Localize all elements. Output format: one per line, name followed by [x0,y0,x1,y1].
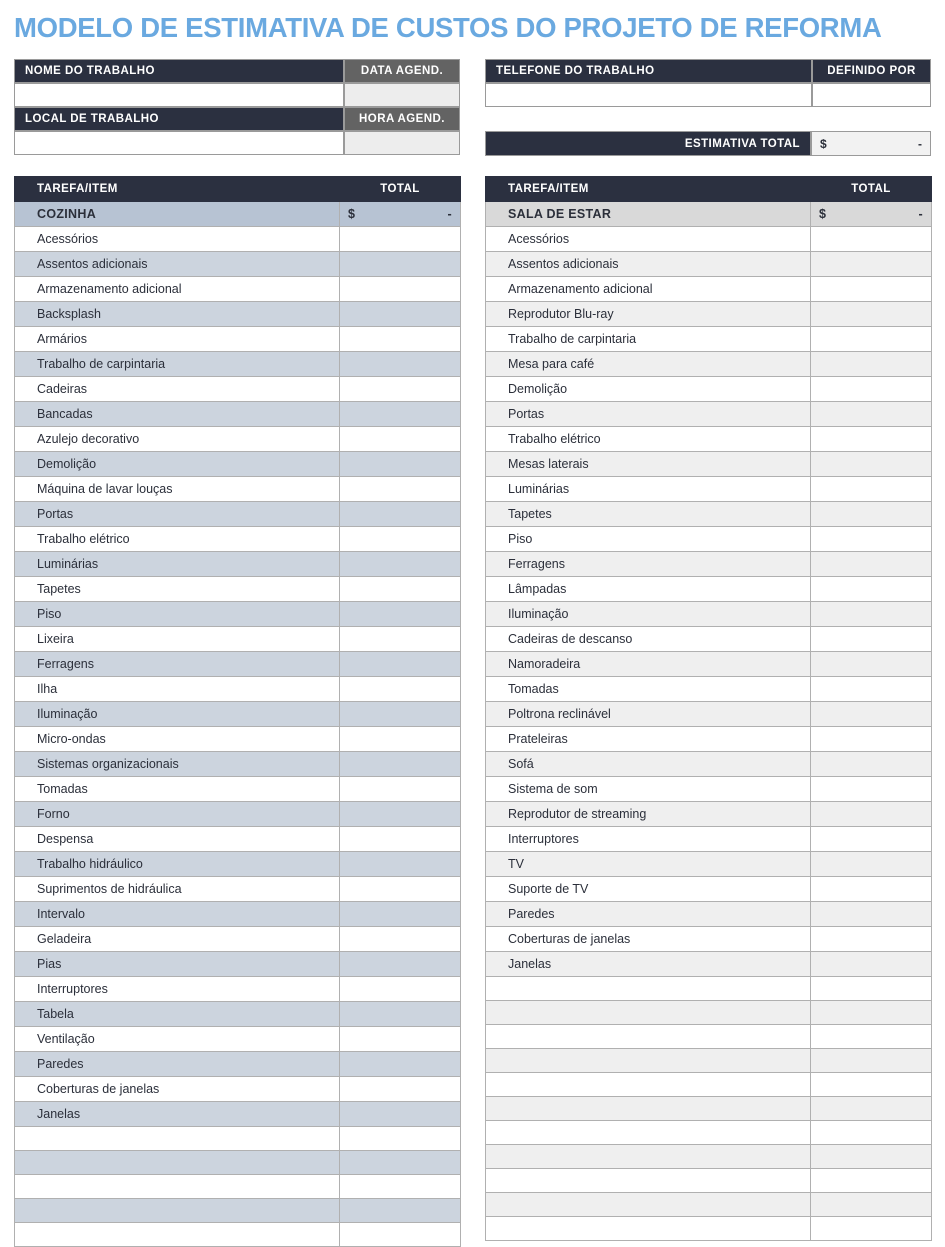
item-total-cell[interactable] [340,427,461,452]
item-label-cell[interactable]: Sistema de som [486,777,811,802]
item-label-cell[interactable]: Ferragens [15,652,340,677]
item-total-cell[interactable] [340,277,461,302]
table-row [486,1193,932,1217]
item-label-cell[interactable]: Intervalo [15,902,340,927]
item-total-cell[interactable] [811,1217,932,1241]
item-label-cell[interactable]: Reprodutor de streaming [486,802,811,827]
item-total-cell[interactable] [340,402,461,427]
section-total-amount: - [447,207,452,221]
item-total-cell[interactable] [811,327,932,352]
item-total-cell[interactable] [340,577,461,602]
item-total-cell[interactable] [340,302,461,327]
item-total-cell[interactable] [340,377,461,402]
scheduled-date-input[interactable] [344,83,460,107]
table-row [15,402,461,427]
job-phone-label: TELEFONE DO TRABALHO [485,59,812,83]
item-total-cell[interactable] [811,977,932,1001]
table-row [15,1223,461,1247]
item-label-cell[interactable]: Trabalho hidráulico [15,852,340,877]
section-row [486,202,932,227]
table-row [15,452,461,477]
table-row [15,1027,461,1052]
item-label-cell[interactable] [486,1121,811,1145]
table-row [486,227,932,252]
item-label-cell[interactable]: Tomadas [486,677,811,702]
item-label-cell[interactable]: Mesas laterais [486,452,811,477]
table-row [15,827,461,852]
item-total-cell[interactable] [811,927,932,952]
table-row [486,352,932,377]
item-total-cell[interactable] [340,1151,461,1175]
item-total-cell[interactable] [340,702,461,727]
section-total-cell[interactable] [811,202,932,227]
table-row [486,1169,932,1193]
item-label-cell[interactable]: Iluminação [486,602,811,627]
estimate-total-row [485,131,931,156]
table-row [15,902,461,927]
item-total-cell[interactable] [340,752,461,777]
item-label-cell[interactable]: Pias [15,952,340,977]
item-label-cell[interactable]: Interruptores [486,827,811,852]
item-total-cell[interactable] [811,952,932,977]
job-info-left-block [14,59,460,155]
item-label-cell[interactable] [486,1049,811,1073]
item-total-cell[interactable] [811,1073,932,1097]
table-row [486,1073,932,1097]
item-label-cell[interactable]: Acessórios [15,227,340,252]
item-label-cell[interactable]: Janelas [15,1102,340,1127]
item-total-cell[interactable] [811,852,932,877]
table-right-head [486,177,932,202]
table-row [15,752,461,777]
item-label-cell[interactable]: Paredes [15,1052,340,1077]
table-row [15,277,461,302]
item-total-cell[interactable] [340,1102,461,1127]
item-total-cell[interactable] [811,802,932,827]
item-label-cell[interactable] [15,1175,340,1199]
item-label-cell[interactable]: Reprodutor Blu-ray [486,302,811,327]
table-row [486,1217,932,1241]
table-row [15,977,461,1002]
item-label-cell[interactable] [15,1199,340,1223]
set-by-label: DEFINIDO POR [812,59,931,83]
item-total-cell[interactable] [811,902,932,927]
item-total-cell[interactable] [340,952,461,977]
section-total-cell[interactable] [340,202,461,227]
job-location-label: LOCAL DE TRABALHO [14,107,344,131]
table-row [486,552,932,577]
table-row [15,952,461,977]
job-location-input[interactable] [14,131,344,155]
item-total-cell[interactable] [811,1169,932,1193]
table-row [15,502,461,527]
item-label-cell[interactable]: Lixeira [15,627,340,652]
table-row [15,1175,461,1199]
scheduled-time-label: HORA AGEND. [344,107,460,131]
table-right-header-row [486,177,932,202]
table-row [15,852,461,877]
table-row [486,527,932,552]
estimate-total-label: ESTIMATIVA TOTAL [485,131,811,156]
table-row [486,777,932,802]
item-label-cell[interactable]: Geladeira [15,927,340,952]
table-row [486,1145,932,1169]
item-total-cell[interactable] [811,602,932,627]
item-label-cell[interactable]: Trabalho elétrico [486,427,811,452]
item-total-cell[interactable] [811,777,932,802]
table-right-col-total: TOTAL [811,177,932,202]
table-row [15,1002,461,1027]
item-total-cell[interactable] [811,452,932,477]
item-total-cell[interactable] [811,752,932,777]
livingroom-items-table [485,176,932,1241]
item-label-cell[interactable]: Sistemas organizacionais [15,752,340,777]
item-label-cell[interactable]: Coberturas de janelas [486,927,811,952]
item-label-cell[interactable]: Cadeiras [15,377,340,402]
item-total-cell[interactable] [340,477,461,502]
estimate-total-value-cell[interactable] [811,131,931,156]
item-total-cell[interactable] [340,502,461,527]
item-total-cell[interactable] [340,552,461,577]
item-label-cell[interactable]: Demolição [15,452,340,477]
item-total-cell[interactable] [340,827,461,852]
table-row [486,477,932,502]
item-total-cell[interactable] [340,652,461,677]
item-label-cell[interactable] [486,1025,811,1049]
item-total-cell[interactable] [811,477,932,502]
item-label-cell[interactable]: Ventilação [15,1027,340,1052]
item-label-cell[interactable] [15,1127,340,1151]
table-row [486,1121,932,1145]
item-label-cell[interactable]: Interruptores [15,977,340,1002]
table-row [486,1025,932,1049]
table-row [486,302,932,327]
item-label-cell[interactable]: Lâmpadas [486,577,811,602]
item-total-cell[interactable] [811,1145,932,1169]
scheduled-time-input[interactable] [344,131,460,155]
item-label-cell[interactable]: Despensa [15,827,340,852]
estimate-total-block [485,131,931,156]
item-label-cell[interactable]: Micro-ondas [15,727,340,752]
table-row [15,1127,461,1151]
table-row [486,327,932,352]
estimate-total-currency: $ [820,136,827,151]
item-total-cell[interactable] [811,577,932,602]
table-left-head [15,177,461,202]
table-row [15,477,461,502]
item-total-cell[interactable] [340,852,461,877]
item-label-cell[interactable]: Suporte de TV [486,877,811,902]
section-label: SALA DE ESTAR [486,202,811,227]
item-total-cell[interactable] [811,727,932,752]
table-row [15,327,461,352]
item-label-cell[interactable] [486,1001,811,1025]
table-row [486,977,932,1001]
table-row [486,652,932,677]
job-info-right-block [485,59,931,107]
table-right-body [486,202,932,1241]
item-label-cell[interactable]: Prateleiras [486,727,811,752]
table-row [486,902,932,927]
table-row [15,427,461,452]
item-total-cell[interactable] [340,1175,461,1199]
table-row [15,802,461,827]
section-total-currency: $ [348,207,356,221]
item-total-cell[interactable] [340,1027,461,1052]
item-label-cell[interactable]: Tomadas [15,777,340,802]
item-label-cell[interactable]: Backsplash [15,302,340,327]
item-label-cell[interactable] [15,1223,340,1247]
item-total-cell[interactable] [811,1121,932,1145]
job-phone-header-row [485,59,931,83]
item-total-cell[interactable] [340,877,461,902]
item-label-cell[interactable]: Tapetes [486,502,811,527]
job-phone-value-row [485,83,931,107]
item-label-cell[interactable]: TV [486,852,811,877]
item-total-cell[interactable] [340,352,461,377]
page-title: MODELO DE ESTIMATIVA DE CUSTOS DO PROJETO DE REFORMA [14,12,882,43]
table-row [15,1052,461,1077]
item-total-cell[interactable] [340,777,461,802]
item-total-cell[interactable] [811,427,932,452]
table-row [486,577,932,602]
item-label-cell[interactable]: Poltrona reclinável [486,702,811,727]
job-name-input[interactable] [14,83,344,107]
job-location-header-row [14,107,460,131]
item-label-cell[interactable]: Suprimentos de hidráulica [15,877,340,902]
table-row [486,502,932,527]
table-left-col-task: TAREFA/ITEM [15,177,340,202]
table-row [15,677,461,702]
table-row [486,877,932,902]
item-total-cell[interactable] [811,1049,932,1073]
item-label-cell[interactable] [486,1169,811,1193]
table-row [486,602,932,627]
item-total-cell[interactable] [811,352,932,377]
table-row [15,302,461,327]
item-total-cell[interactable] [811,252,932,277]
table-row [15,877,461,902]
table-row [15,1199,461,1223]
job-phone-input[interactable] [485,83,812,107]
item-total-cell[interactable] [811,277,932,302]
item-label-cell[interactable]: Luminárias [15,552,340,577]
section-row [15,202,461,227]
table-left-col-total: TOTAL [340,177,461,202]
item-total-cell[interactable] [340,1077,461,1102]
job-name-value-row [14,83,460,107]
scheduled-date-label: DATA AGEND. [344,59,460,83]
item-total-cell[interactable] [340,252,461,277]
item-label-cell[interactable] [486,977,811,1001]
table-row [486,402,932,427]
table-row [486,752,932,777]
item-total-cell[interactable] [340,802,461,827]
table-row [486,277,932,302]
table-row [15,1151,461,1175]
item-total-cell[interactable] [340,1127,461,1151]
item-total-cell[interactable] [340,727,461,752]
table-row [486,627,932,652]
kitchen-items-table [14,176,461,1247]
set-by-input[interactable] [812,83,931,107]
job-name-header-row [14,59,460,83]
table-row [486,427,932,452]
item-total-cell[interactable] [340,327,461,352]
item-total-cell[interactable] [340,902,461,927]
table-row [486,1001,932,1025]
item-total-cell[interactable] [340,452,461,477]
item-total-cell[interactable] [340,677,461,702]
table-row [15,777,461,802]
item-label-cell[interactable]: Tabela [15,1002,340,1027]
table-row [15,227,461,252]
table-row [486,1097,932,1121]
item-label-cell[interactable] [486,1217,811,1241]
item-total-cell[interactable] [340,1223,461,1247]
table-row [15,527,461,552]
item-label-cell[interactable]: Cadeiras de descanso [486,627,811,652]
table-row [15,627,461,652]
table-left-header-row [15,177,461,202]
table-row [15,602,461,627]
item-label-cell[interactable]: Piso [15,602,340,627]
item-total-cell[interactable] [811,402,932,427]
item-label-cell[interactable]: Tapetes [15,577,340,602]
item-label-cell[interactable]: Mesa para café [486,352,811,377]
table-row [15,727,461,752]
item-label-cell[interactable]: Trabalho elétrico [15,527,340,552]
item-label-cell[interactable]: Trabalho de carpintaria [486,327,811,352]
item-label-cell[interactable] [15,1151,340,1175]
item-label-cell[interactable]: Armazenamento adicional [486,277,811,302]
item-label-cell[interactable]: Assentos adicionais [15,252,340,277]
item-label-cell[interactable] [486,1193,811,1217]
item-label-cell[interactable]: Paredes [486,902,811,927]
section-total-currency: $ [819,207,827,221]
table-row [15,377,461,402]
item-total-cell[interactable] [811,702,932,727]
item-total-cell[interactable] [340,1199,461,1223]
table-row [486,802,932,827]
item-total-cell[interactable] [340,977,461,1002]
item-label-cell[interactable]: Bancadas [15,402,340,427]
item-total-cell[interactable] [811,627,932,652]
job-location-value-row [14,131,460,155]
table-left-body [15,202,461,1247]
item-label-cell[interactable]: Portas [15,502,340,527]
table-row [486,827,932,852]
table-row [486,702,932,727]
item-label-cell[interactable]: Janelas [486,952,811,977]
item-total-cell[interactable] [811,1025,932,1049]
item-label-cell[interactable]: Sofá [486,752,811,777]
table-row [15,652,461,677]
table-row [486,852,932,877]
table-row [486,452,932,477]
item-total-cell[interactable] [811,1097,932,1121]
item-total-cell[interactable] [811,527,932,552]
item-label-cell[interactable]: Portas [486,402,811,427]
table-row [486,377,932,402]
item-label-cell[interactable]: Azulejo decorativo [15,427,340,452]
item-label-cell[interactable]: Trabalho de carpintaria [15,352,340,377]
item-total-cell[interactable] [811,677,932,702]
table-row [15,552,461,577]
item-total-cell[interactable] [811,302,932,327]
table-row [486,952,932,977]
item-total-cell[interactable] [340,627,461,652]
item-label-cell[interactable]: Piso [486,527,811,552]
item-label-cell[interactable]: Armários [15,327,340,352]
section-total-amount: - [918,207,923,221]
item-label-cell[interactable]: Forno [15,802,340,827]
table-row [15,927,461,952]
item-total-cell[interactable] [811,227,932,252]
item-label-cell[interactable]: Luminárias [486,477,811,502]
item-total-cell[interactable] [811,652,932,677]
table-right-col-task: TAREFA/ITEM [486,177,811,202]
item-total-cell[interactable] [811,502,932,527]
item-label-cell[interactable]: Namoradeira [486,652,811,677]
item-total-cell[interactable] [811,827,932,852]
item-total-cell[interactable] [811,1193,932,1217]
item-label-cell[interactable]: Armazenamento adicional [15,277,340,302]
section-label: COZINHA [15,202,340,227]
table-row [486,727,932,752]
item-label-cell[interactable]: Acessórios [486,227,811,252]
item-label-cell[interactable]: Ferragens [486,552,811,577]
item-total-cell[interactable] [811,877,932,902]
item-total-cell[interactable] [340,602,461,627]
item-total-cell[interactable] [340,227,461,252]
estimate-total-amount: - [918,136,922,151]
item-total-cell[interactable] [340,1002,461,1027]
item-label-cell[interactable]: Máquina de lavar louças [15,477,340,502]
table-row [15,252,461,277]
item-label-cell[interactable]: Demolição [486,377,811,402]
table-row [486,677,932,702]
table-row [15,702,461,727]
table-row [486,927,932,952]
table-row [15,1102,461,1127]
item-total-cell[interactable] [811,552,932,577]
item-total-cell[interactable] [340,527,461,552]
item-label-cell[interactable]: Assentos adicionais [486,252,811,277]
item-total-cell[interactable] [811,1001,932,1025]
item-total-cell[interactable] [340,927,461,952]
table-row [15,1077,461,1102]
item-total-cell[interactable] [340,1052,461,1077]
item-label-cell[interactable] [486,1073,811,1097]
item-label-cell[interactable] [486,1097,811,1121]
item-label-cell[interactable] [486,1145,811,1169]
table-row [486,1049,932,1073]
item-label-cell[interactable]: Ilha [15,677,340,702]
item-label-cell[interactable]: Iluminação [15,702,340,727]
item-total-cell[interactable] [811,377,932,402]
item-label-cell[interactable]: Coberturas de janelas [15,1077,340,1102]
job-name-label: NOME DO TRABALHO [14,59,344,83]
table-row [15,577,461,602]
table-row [15,352,461,377]
table-row [486,252,932,277]
